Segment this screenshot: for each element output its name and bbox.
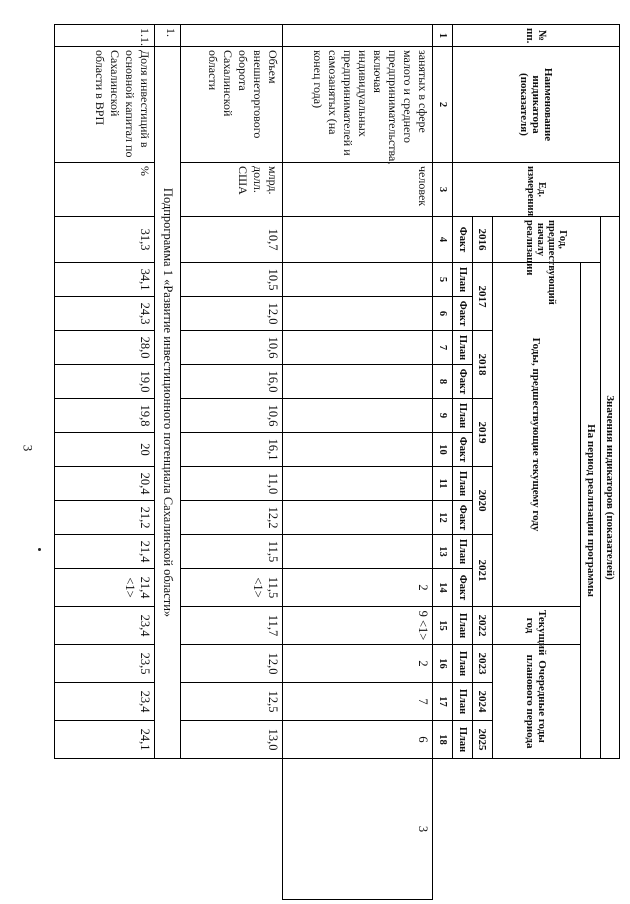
value-cell: 7 [283, 683, 433, 721]
fact-label: Факт [452, 217, 472, 263]
fact-label: Факт [452, 433, 472, 467]
value-cell [283, 399, 433, 433]
value-cell [283, 535, 433, 569]
unit: млрд. долл. США [181, 163, 283, 217]
value-cell: 16,0 [181, 365, 283, 399]
year-2023: 2023 [472, 645, 492, 683]
value-cell: 3 [283, 759, 433, 900]
col-name-header: Наименование индикатора (показателя) [452, 47, 619, 163]
col-number: 14 [432, 569, 452, 607]
table-row [283, 25, 433, 900]
value-cell: 20 [55, 433, 155, 467]
value-cell [283, 263, 433, 297]
col-number: 11 [432, 467, 452, 501]
prior-year-header: Год, предшествующий началу реализации [492, 217, 601, 263]
indicators-table [54, 24, 620, 900]
year-2019: 2019 [472, 399, 492, 467]
rotated-table-container [54, 24, 620, 900]
value-cell: 12,5 [181, 683, 283, 721]
value-cell: 23,4 [55, 683, 155, 721]
subprogram-row [154, 25, 181, 900]
value-cell: 31,3 [55, 217, 155, 263]
col-number: 2 [432, 47, 452, 163]
value-cell: 16,1 [181, 433, 283, 467]
plan-label: План [452, 399, 472, 433]
plan-label: План [452, 331, 472, 365]
value-cell: 21,4 <1> [55, 569, 155, 607]
value-cell: 28,0 [55, 331, 155, 365]
col-number: 3 [432, 163, 452, 217]
row-no [181, 25, 283, 47]
value-cell: 2 [283, 569, 433, 607]
values-header: Значения индикаторов (показателей) [601, 217, 620, 759]
subprogram-no: 1. [154, 25, 181, 47]
indicator-name: Доля инвестиций в основной капитал по Сахалинской области в ВРП [55, 47, 155, 163]
col-number: 4 [432, 217, 452, 263]
col-unit-header: Ед. измерения [452, 163, 619, 217]
value-cell: 11,0 [181, 467, 283, 501]
value-cell: 23,4 [55, 607, 155, 645]
col-number: 15 [432, 607, 452, 645]
value-cell: 12,0 [181, 645, 283, 683]
year-2018: 2018 [472, 331, 492, 399]
value-cell: 21,2 [55, 501, 155, 535]
col-number: 16 [432, 645, 452, 683]
fact-label: Факт [452, 365, 472, 399]
subprogram-title: Подпрограмма 1 «Развитие инвестиционного потенциала Сахалинской области» [154, 47, 181, 759]
value-cell [283, 217, 433, 263]
col-number: 17 [432, 683, 452, 721]
unit: человек [283, 163, 433, 217]
year-2020: 2020 [472, 467, 492, 535]
value-cell [283, 433, 433, 467]
value-cell: 11,5 <1> [181, 569, 283, 607]
value-cell: 10,6 [181, 399, 283, 433]
scan-dot [38, 548, 41, 551]
years-before-header: Годы, предшествующие текущему году [492, 263, 581, 607]
plan-label: План [452, 535, 472, 569]
value-cell: 10,5 [181, 263, 283, 297]
col-number: 13 [432, 535, 452, 569]
table-row [55, 25, 155, 900]
plan-label: План [452, 683, 472, 721]
value-cell: 9 <1> [283, 607, 433, 645]
year-2017: 2017 [472, 263, 492, 331]
value-cell: 24,3 [55, 297, 155, 331]
value-cell: 20,4 [55, 467, 155, 501]
col-no-header: № пп. [452, 25, 619, 47]
col-number: 1 [432, 25, 452, 47]
value-cell: 19,8 [55, 399, 155, 433]
value-cell: 21,4 [55, 535, 155, 569]
col-number: 18 [432, 721, 452, 759]
value-cell: 10,6 [181, 331, 283, 365]
value-cell: 34,1 [55, 263, 155, 297]
page-number: 3 [20, 444, 36, 452]
year-2016: 2016 [472, 217, 492, 263]
year-2025: 2025 [472, 721, 492, 759]
value-cell [283, 467, 433, 501]
value-cell [283, 501, 433, 535]
col-number: 8 [432, 365, 452, 399]
fact-label: Факт [452, 297, 472, 331]
year-2021: 2021 [472, 535, 492, 607]
current-year-header: Текущий год [492, 607, 581, 645]
year-2024: 2024 [472, 683, 492, 721]
value-cell: 13,0 [181, 721, 283, 759]
value-cell [283, 331, 433, 365]
row-no [283, 25, 433, 47]
value-cell [283, 365, 433, 399]
value-cell: 19,0 [55, 365, 155, 399]
value-cell: 24,1 [55, 721, 155, 759]
col-number: 7 [432, 331, 452, 365]
fact-label: Факт [452, 501, 472, 535]
value-cell: 6 [283, 721, 433, 759]
col-number: 5 [432, 263, 452, 297]
value-cell: 23,5 [55, 645, 155, 683]
plan-label: План [452, 645, 472, 683]
plan-label: План [452, 467, 472, 501]
col-number: 10 [432, 433, 452, 467]
col-number: 12 [432, 501, 452, 535]
indicator-name: занятых в сфере малого и среднего предпринимательства, включая индивидуальных предпринимателей и самозанятых (на конец года) [283, 47, 433, 163]
indicator-name: Объем внешнеторгового оборота Сахалинской области [181, 47, 283, 163]
table-row [181, 25, 283, 900]
fact-label: Факт [452, 569, 472, 607]
col-number: 9 [432, 399, 452, 433]
value-cell: 2 [283, 645, 433, 683]
col-number: 6 [432, 297, 452, 331]
value-cell: 10,7 [181, 217, 283, 263]
value-cell: 11,5 [181, 535, 283, 569]
plan-label: План [452, 721, 472, 759]
unit: % [55, 163, 155, 217]
value-cell [283, 297, 433, 331]
value-cell: 12,0 [181, 297, 283, 331]
plan-label: План [452, 607, 472, 645]
next-years-header: Очередные годы планового периода [492, 645, 581, 759]
row-no: 1.1. [55, 25, 155, 47]
year-2022: 2022 [472, 607, 492, 645]
value-cell: 11,7 [181, 607, 283, 645]
period-header: На период реализации программы [581, 263, 601, 759]
value-cell: 12,2 [181, 501, 283, 535]
plan-label: План [452, 263, 472, 297]
